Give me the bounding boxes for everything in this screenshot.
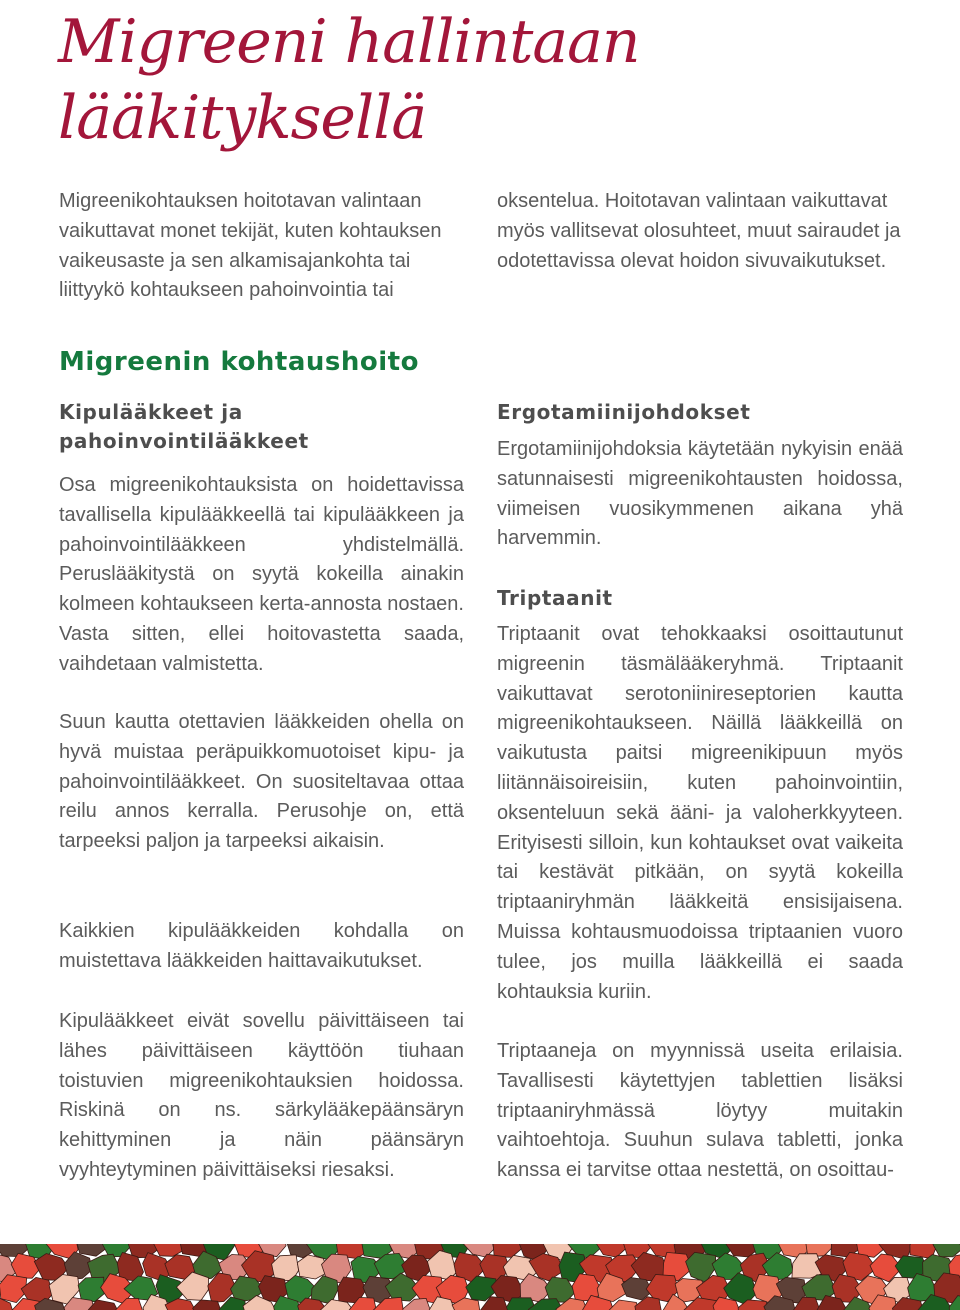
decorative-mosaic-band (0, 1244, 960, 1310)
mosaic-tile (933, 1244, 960, 1257)
intro-paragraph-left: Migreenikohtauksen hoitotavan valintaan vaikuttavat monet tekijät, kuten kohtauksen vaikeusaste ja sen alkamisajankohta tai liittyykö kohtaukseen pahoinvointia tai (59, 190, 442, 302)
subheading-painkillers (59, 398, 309, 456)
page-title-line-2: lääkityksellä (58, 83, 427, 153)
intro-paragraph-right: oksentelua. Hoitotavan valintaan vaikuttavat myös vallitsevat olosuhteet, muut sairaudet ja odotettavissa olevat hoidon sivuvaikutukset. (497, 190, 901, 272)
subheading-triptans: Triptaanit (497, 586, 613, 610)
painkillers-paragraph-2: Suun kautta otettavien lääkkeiden ohella on hyvä muistaa peräpuikkomuotoiset kipu- ja pahoinvointilääkkeet. On suositeltavaa ottaa reilu annos kerralla. Perusohje on, että tarpeeksi paljon ja tarpeeksi aikaisin. (59, 711, 464, 853)
painkillers-paragraph-4: Kipulääkkeet eivät sovellu päivittäiseen tai lähes päivittäiseen käyttöön tiuhaan toistuvien migreenikohtauksien hoidossa. Riskinä on ns. särkylääkepäänsäryn kehittyminen ja näin päänsäryn vyyhteytyminen päivittäiseksi riesaksi. (59, 1010, 464, 1181)
triptans-paragraph-1: Triptaanit ovat tehokkaaksi osoittautunut migreenin täsmälääkeryhmä. Triptaanit vaikuttavat serotoniinireseptorien kautta migreenikohtaukseen. Näillä lääkkeillä on vaikutusta paitsi migreenikipuun myös liitännäisoireisiin, kuten pahoinvointiin, oksenteluun sekä ääni- ja valoherkkyyteen. Erityisesti silloin, kun kohtaukset ovat vaikeita tai kestävät pitkään, on syytä kokeilla triptaaniryhmän lääkkeitä ensisijaisena. Muissa kohtausmuodoissa triptaanien vuoro tulee, jos muilla lääkkeillä ei saada kohtauksia kuriin. (497, 623, 903, 1003)
ergotamine-paragraph: Ergotamiinijohdoksia käytetään nykyisin enää satunnaisesti migreenikohtausten hoidossa, viimeisen vuosikymmenen aikana yhä harvemmin. (497, 438, 903, 550)
section-title: Migreenin kohtaushoito (59, 347, 419, 377)
mosaic-tile (78, 1277, 104, 1302)
subheading-painkillers-line-2: pahoinvointilääkkeet (59, 429, 309, 453)
page-title (58, 4, 918, 156)
subheading-painkillers-line-1: Kipulääkkeet ja (59, 400, 243, 424)
triptans-paragraph-2: Triptaaneja on myynnissä useita erilaisia. Tavallisesti käytettyjen tablettien lisäksi triptaaniryhmässä löytyy muitakin vaihtoehtoja. Suuhun sulava tabletti, jonka kanssa ei tarvitse ottaa nestettä, on osoittau- (497, 1040, 903, 1182)
mosaic-tile (154, 1244, 185, 1256)
page-title-line-1: Migreeni hallintaan (58, 7, 640, 77)
subheading-ergotamine: Ergotamiinijohdokset (497, 400, 751, 424)
painkillers-paragraph-3: Kaikkien kipulääkkeiden kohdalla on muistettava lääkkeiden haittavaikutukset. (59, 920, 464, 972)
mosaic-tile (193, 1300, 222, 1310)
painkillers-paragraph-1: Osa migreenikohtauksista on hoidettavissa tavallisella kipulääkkeellä tai kipulääkkeen ja pahoinvointilääkkeen yhdistelmällä. Peruslääkitystä on syytä kokeilla ainakin kolmeen kohtaukseen kerta-annosta nostaen. Vasta sitten, ellei hoitovastetta saada, vaihdetaan valmistetta. (59, 474, 464, 675)
mosaic-pattern (0, 1244, 960, 1310)
